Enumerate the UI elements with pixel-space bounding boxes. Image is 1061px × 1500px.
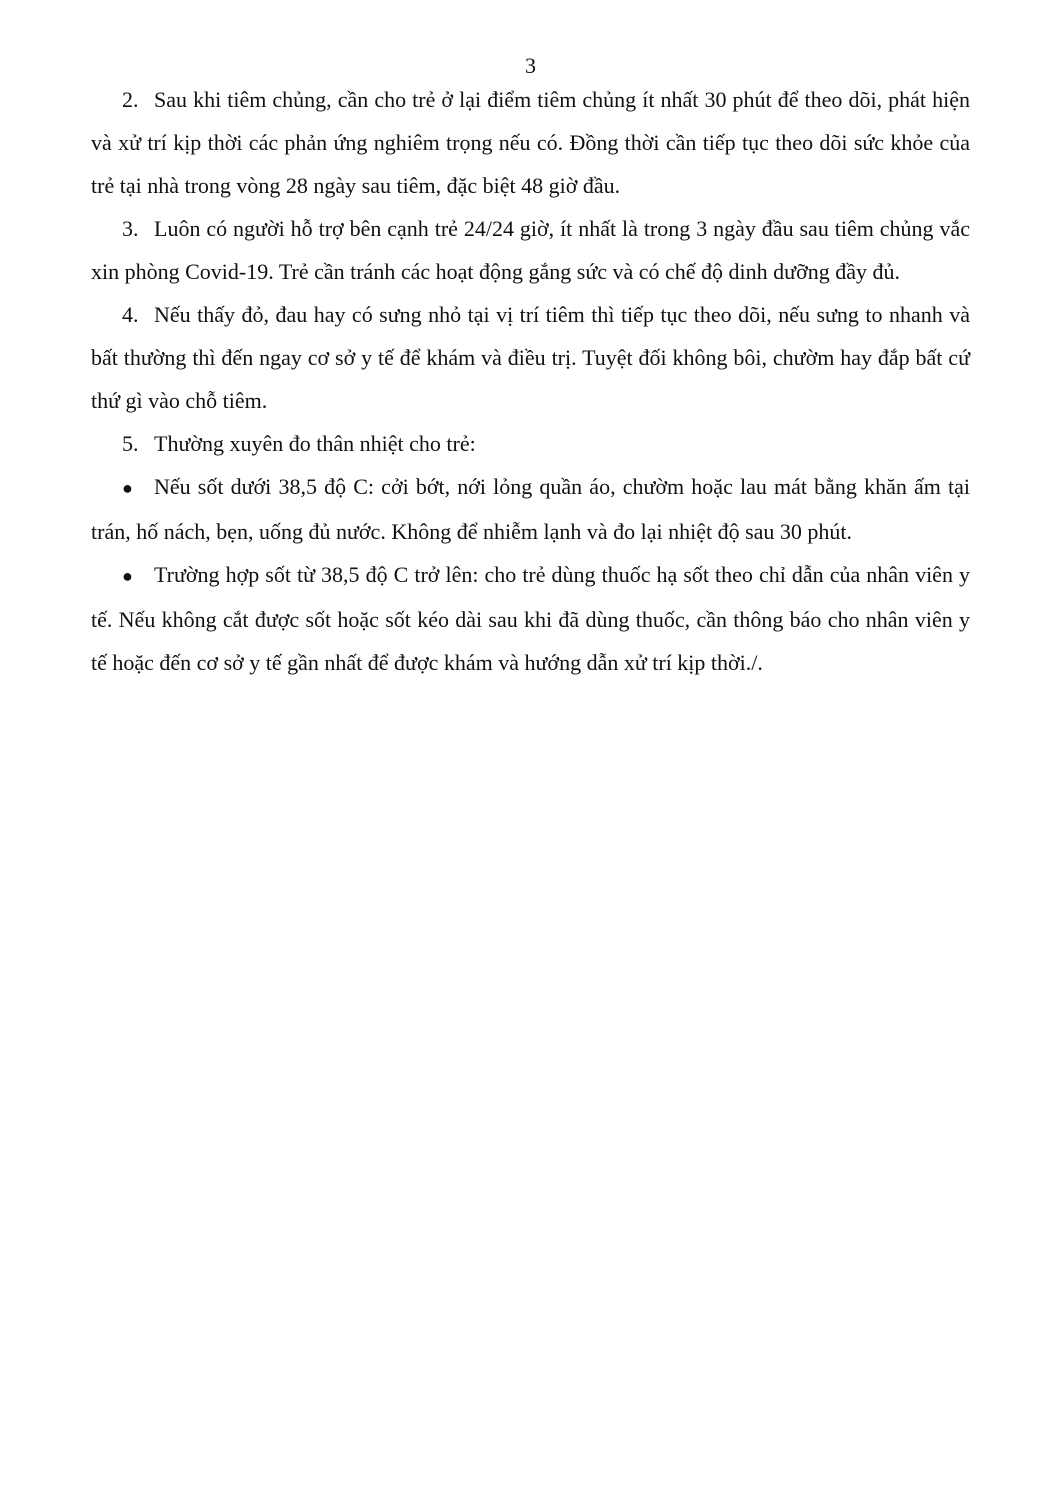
- item-text: Nếu thấy đỏ, đau hay có sưng nhỏ tại vị trí tiêm thì tiếp tục theo dõi, nếu sưng to nhanh và bất thường thì đến ngay cơ sở y tế để khám và điều trị. Tuyệt đối không bôi, chườm hay đắp bất cứ thứ gì vào chỗ tiêm.: [91, 302, 970, 413]
- list-item: [91, 422, 970, 465]
- list-item: [91, 293, 970, 422]
- item-text: Luôn có người hỗ trợ bên cạnh trẻ 24/24 giờ, ít nhất là trong 3 ngày đầu sau tiêm chủng vắc xin phòng Covid-19. Trẻ cần tránh các hoạt động gắng sức và có chế độ dinh dưỡng đầy đủ.: [91, 216, 970, 284]
- page-number: 3: [525, 53, 536, 78]
- list-item: [91, 78, 970, 207]
- bullet-icon: ●: [122, 478, 133, 498]
- bullet-item: [91, 553, 970, 684]
- bullet-text: Trường hợp sốt từ 38,5 độ C trở lên: cho trẻ dùng thuốc hạ sốt theo chỉ dẫn của nhân viên y tế. Nếu không cắt được sốt hoặc sốt kéo dài sau khi đã dùng thuốc, cần thông báo cho nhân viên y tế hoặc đến cơ sở y tế gần nhất để được khám và hướng dẫn xử trí kịp thời./.: [91, 562, 970, 675]
- item-text: Sau khi tiêm chủng, cần cho trẻ ở lại điểm tiêm chủng ít nhất 30 phút để theo dõi, phát hiện và xử trí kịp thời các phản ứng nghiêm trọng nếu có. Đồng thời cần tiếp tục theo dõi sức khỏe của trẻ tại nhà trong vòng 28 ngày sau tiêm, đặc biệt 48 giờ đầu.: [91, 87, 970, 198]
- item-number: 4.: [122, 302, 139, 327]
- list-item: [91, 207, 970, 293]
- bullet-item: [91, 465, 970, 553]
- bullet-text: Nếu sốt dưới 38,5 độ C: cởi bớt, nới lỏng quần áo, chườm hoặc lau mát bằng khăn ấm tại trán, hố nách, bẹn, uống đủ nước. Không để nhiễm lạnh và đo lại nhiệt độ sau 30 phút.: [91, 474, 970, 544]
- item-text: Thường xuyên đo thân nhiệt cho trẻ:: [154, 431, 476, 456]
- document-body: [91, 78, 970, 684]
- item-number: 2.: [122, 87, 139, 112]
- item-number: 5.: [122, 431, 139, 456]
- bullet-icon: ●: [122, 566, 133, 586]
- item-number: 3.: [122, 216, 139, 241]
